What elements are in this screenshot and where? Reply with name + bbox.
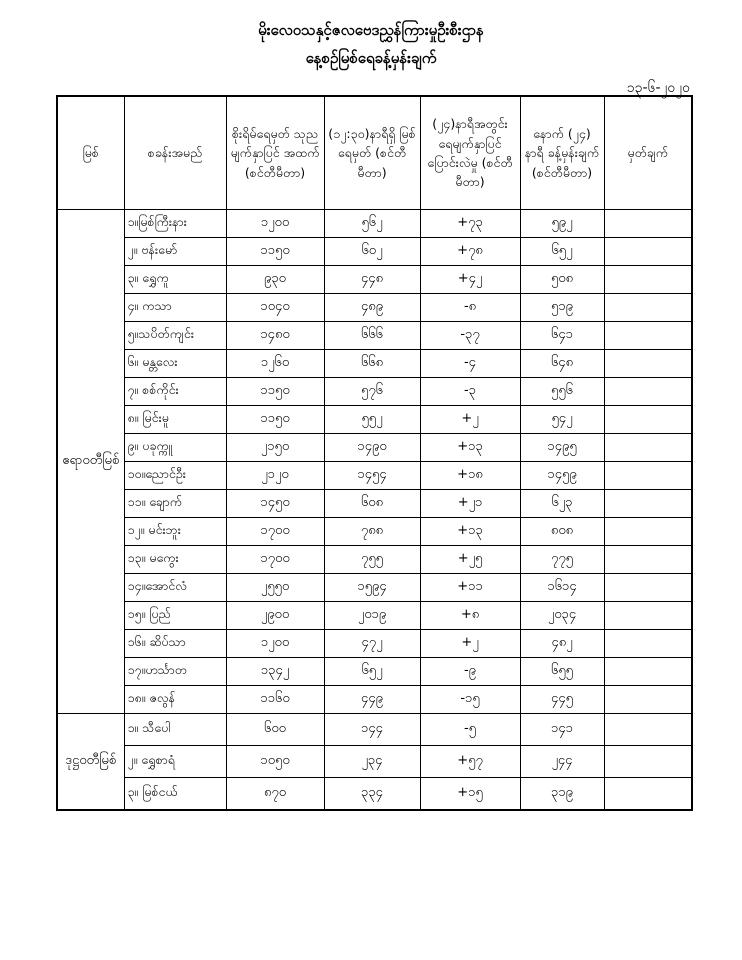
forecast-cell: ၁၆၁၄: [520, 574, 604, 602]
change-cell: -၅: [420, 714, 520, 746]
change-cell: -၃၇: [420, 322, 520, 350]
table-row: [57, 294, 692, 322]
station-name-cell: ၉။ ပခုက္ကူ: [124, 434, 226, 462]
station-name-cell: ၂။ ရွှေစာရံ: [124, 746, 226, 778]
change-cell: +၂: [420, 630, 520, 658]
current-level-cell: ၂၀၁၉: [324, 602, 420, 630]
station-name-cell: ၃။ ရွှေကူ: [124, 266, 226, 294]
forecast-cell: ၂၄၄: [520, 746, 604, 778]
current-level-cell: ၄၄၉: [324, 686, 420, 714]
current-level-cell: ၄၄၈: [324, 266, 420, 294]
current-level-cell: ၆၆၈: [324, 350, 420, 378]
remark-cell: [604, 462, 692, 490]
danger-level-cell: ၁၀၅၀: [226, 746, 324, 778]
danger-level-cell: ၈၇၀: [226, 778, 324, 810]
remark-cell: [604, 350, 692, 378]
forecast-cell: ၂၀၃၄: [520, 602, 604, 630]
danger-level-cell: ၁၇၀၀: [226, 546, 324, 574]
table-row: [57, 746, 692, 778]
forecast-cell: ၆၄၈: [520, 350, 604, 378]
station-name-cell: ၆။ မန္တလေး: [124, 350, 226, 378]
report-date: ၁၃-၆-၂၀၂၀: [626, 80, 690, 96]
danger-level-cell: ၁၄၅၀: [226, 490, 324, 518]
river-group-dokhtawady: ဒုဋ္ဌဝတီမြစ်: [57, 714, 124, 810]
current-level-cell: ၃၃၄: [324, 778, 420, 810]
danger-level-cell: ၁၇၀၀: [226, 518, 324, 546]
forecast-cell: ၈၀၈: [520, 518, 604, 546]
change-cell: +၁၁: [420, 574, 520, 602]
current-level-cell: ၁၄၉၀: [324, 434, 420, 462]
station-name-cell: ၁၇။ဟင်္သာတ: [124, 658, 226, 686]
header-station-name: စခန်းအမည်: [124, 96, 226, 210]
current-level-cell: ၁၄၅၄: [324, 462, 420, 490]
station-name-cell: ၁၂။ မင်းဘူး: [124, 518, 226, 546]
current-level-cell: ၆၀၂: [324, 238, 420, 266]
remark-cell: [604, 322, 692, 350]
forecast-cell: ၆၂၃: [520, 490, 604, 518]
danger-level-cell: ၉၃၀: [226, 266, 324, 294]
table-row: [57, 574, 692, 602]
change-cell: +၁၃: [420, 518, 520, 546]
change-cell: +၅၇: [420, 746, 520, 778]
change-cell: +၂: [420, 406, 520, 434]
remark-cell: [604, 238, 692, 266]
table-row: [57, 406, 692, 434]
station-name-cell: ၅။သပိတ်ကျင်း: [124, 322, 226, 350]
current-level-cell: ၅၅၂: [324, 406, 420, 434]
station-name-cell: ၇။ စစ်ကိုင်း: [124, 378, 226, 406]
remark-cell: [604, 490, 692, 518]
current-level-cell: ၄၇၂: [324, 630, 420, 658]
remark-cell: [604, 714, 692, 746]
forecast-cell: ၅၅၆: [520, 378, 604, 406]
header-remark: မှတ်ချက်: [604, 96, 692, 210]
table-row: [57, 322, 692, 350]
remark-cell: [604, 602, 692, 630]
current-level-cell: ၆၅၂: [324, 658, 420, 686]
change-cell: +၁၃: [420, 434, 520, 462]
header-24h-forecast: နောက် (၂၄) နာရီ ခန့်မှန်းချက် (စင်တီမီတာ): [520, 96, 604, 210]
header-danger-level: စိုးရိမ်ရေမှတ် သုညမျက်နှာပြင် အထက် (စင်တီမီတာ): [226, 96, 324, 210]
station-name-cell: ၁။ သီပေါ: [124, 714, 226, 746]
station-name-cell: ၁၄။အောင်လံ: [124, 574, 226, 602]
current-level-cell: ၆၀၈: [324, 490, 420, 518]
table-row: [57, 434, 692, 462]
remark-cell: [604, 266, 692, 294]
table-row: [57, 602, 692, 630]
danger-level-cell: ၁၁၅၀: [226, 378, 324, 406]
station-name-cell: ၁၀။ညောင်ဦး: [124, 462, 226, 490]
change-cell: +၇၃: [420, 210, 520, 238]
table-row: [57, 658, 692, 686]
forecast-cell: ၁၄၁: [520, 714, 604, 746]
danger-level-cell: ၁၁၆၀: [226, 686, 324, 714]
change-cell: +၁၈: [420, 462, 520, 490]
change-cell: +၂၁: [420, 490, 520, 518]
danger-level-cell: ၂၁၂၀: [226, 462, 324, 490]
danger-level-cell: ၂၅၅၀: [226, 574, 324, 602]
change-cell: -၄: [420, 350, 520, 378]
change-cell: -၉: [420, 658, 520, 686]
station-name-cell: ၂။ ဗန်းမော်: [124, 238, 226, 266]
remark-cell: [604, 546, 692, 574]
danger-level-cell: ၆၀၀: [226, 714, 324, 746]
table-row: [57, 238, 692, 266]
current-level-cell: ၇၅၅: [324, 546, 420, 574]
station-name-cell: ၁၃။ မကွေး: [124, 546, 226, 574]
document-title: [0, 16, 742, 72]
forecast-cell: ၅၉၂: [520, 210, 604, 238]
change-cell: -၃: [420, 378, 520, 406]
forecast-cell: ၄၈၂: [520, 630, 604, 658]
current-level-cell: ၅၇၆: [324, 378, 420, 406]
danger-level-cell: ၂၉၀၀: [226, 602, 324, 630]
remark-cell: [604, 294, 692, 322]
danger-level-cell: ၁၀၄၀: [226, 294, 324, 322]
change-cell: +၁၅: [420, 778, 520, 810]
change-cell: +၈: [420, 602, 520, 630]
forecast-cell: ၁၄၅၉: [520, 462, 604, 490]
remark-cell: [604, 630, 692, 658]
forecast-cell: ၅၄၂: [520, 406, 604, 434]
report-subtitle: နေ့စဉ်မြစ်ရေခန့်မှန်းချက်: [305, 49, 437, 67]
station-name-cell: ၁၈။ ဇလွန်: [124, 686, 226, 714]
header-current-level: (၁၂:၃၀)နာရီရှိ မြစ်ရေမှတ် (စင်တီမီတာ): [324, 96, 420, 210]
change-cell: +၇၈: [420, 238, 520, 266]
table-row: [57, 350, 692, 378]
station-name-cell: ၄။ ကသာ: [124, 294, 226, 322]
forecast-cell: ၆၅၂: [520, 238, 604, 266]
department-title: မိုးလေဝသနှင့်ဇလဗေဒညွှန်ကြားမှုဦးစီးဌာန: [258, 21, 484, 39]
current-level-cell: ၂၃၄: [324, 746, 420, 778]
change-cell: -၈: [420, 294, 520, 322]
danger-level-cell: ၁၄၈၀: [226, 322, 324, 350]
remark-cell: [604, 778, 692, 810]
remark-cell: [604, 434, 692, 462]
station-name-cell: ၃။ မြစ်ငယ်: [124, 778, 226, 810]
station-name-cell: ၁။မြစ်ကြီးနား: [124, 210, 226, 238]
table-row: [57, 778, 692, 810]
change-cell: +၂၅: [420, 546, 520, 574]
station-name-cell: ၁၁။ ချောက်: [124, 490, 226, 518]
forecast-cell: ၆၅၅: [520, 658, 604, 686]
remark-cell: [604, 378, 692, 406]
danger-level-cell: ၂၁၅၀: [226, 434, 324, 462]
table-row: [57, 490, 692, 518]
header-row: [57, 96, 692, 210]
remark-cell: [604, 746, 692, 778]
header-river: မြစ်: [57, 96, 124, 210]
current-level-cell: ၅၆၂: [324, 210, 420, 238]
station-name-cell: ၈။ မြင်းမူ: [124, 406, 226, 434]
change-cell: +၄၂: [420, 266, 520, 294]
danger-level-cell: ၁၁၅၀: [226, 406, 324, 434]
table-row: [57, 462, 692, 490]
danger-level-cell: ၁၂၀၀: [226, 210, 324, 238]
forecast-cell: ၄၄၅: [520, 686, 604, 714]
danger-level-cell: ၁၂၀၀: [226, 630, 324, 658]
forecast-cell: ၅၁၉: [520, 294, 604, 322]
forecast-cell: ၇၇၅: [520, 546, 604, 574]
remark-cell: [604, 518, 692, 546]
table-row: [57, 686, 692, 714]
table-row: [57, 714, 692, 746]
table-row: [57, 518, 692, 546]
remark-cell: [604, 686, 692, 714]
table-row: [57, 546, 692, 574]
header-24h-change: (၂၄)နာရီအတွင်း ရေမျက်နှာပြင် ပြောင်းလဲမှု (စင်တီမီတာ): [420, 96, 520, 210]
forecast-cell: ၅၀၈: [520, 266, 604, 294]
change-cell: -၁၅: [420, 686, 520, 714]
forecast-cell: ၃၁၉: [520, 778, 604, 810]
current-level-cell: ၆၆၆: [324, 322, 420, 350]
remark-cell: [604, 574, 692, 602]
current-level-cell: ၁၄၄: [324, 714, 420, 746]
station-name-cell: ၁၅။ ပြည်: [124, 602, 226, 630]
river-levels-table: [56, 95, 693, 811]
danger-level-cell: ၁၃၄၂: [226, 658, 324, 686]
station-name-cell: ၁၆။ ဆိပ်သာ: [124, 630, 226, 658]
table-row: [57, 266, 692, 294]
table-row: [57, 210, 692, 238]
current-level-cell: ၁၅၉၄: [324, 574, 420, 602]
forecast-cell: ၆၄၁: [520, 322, 604, 350]
remark-cell: [604, 658, 692, 686]
current-level-cell: ၇၈၈: [324, 518, 420, 546]
table-row: [57, 378, 692, 406]
current-level-cell: ၄၈၉: [324, 294, 420, 322]
danger-level-cell: ၁၂၆၀: [226, 350, 324, 378]
danger-level-cell: ၁၁၅၀: [226, 238, 324, 266]
remark-cell: [604, 406, 692, 434]
table-row: [57, 630, 692, 658]
river-group-ayeyarwady: ဧရာဝတီမြစ်: [57, 210, 124, 714]
remark-cell: [604, 210, 692, 238]
forecast-cell: ၁၄၉၅: [520, 434, 604, 462]
